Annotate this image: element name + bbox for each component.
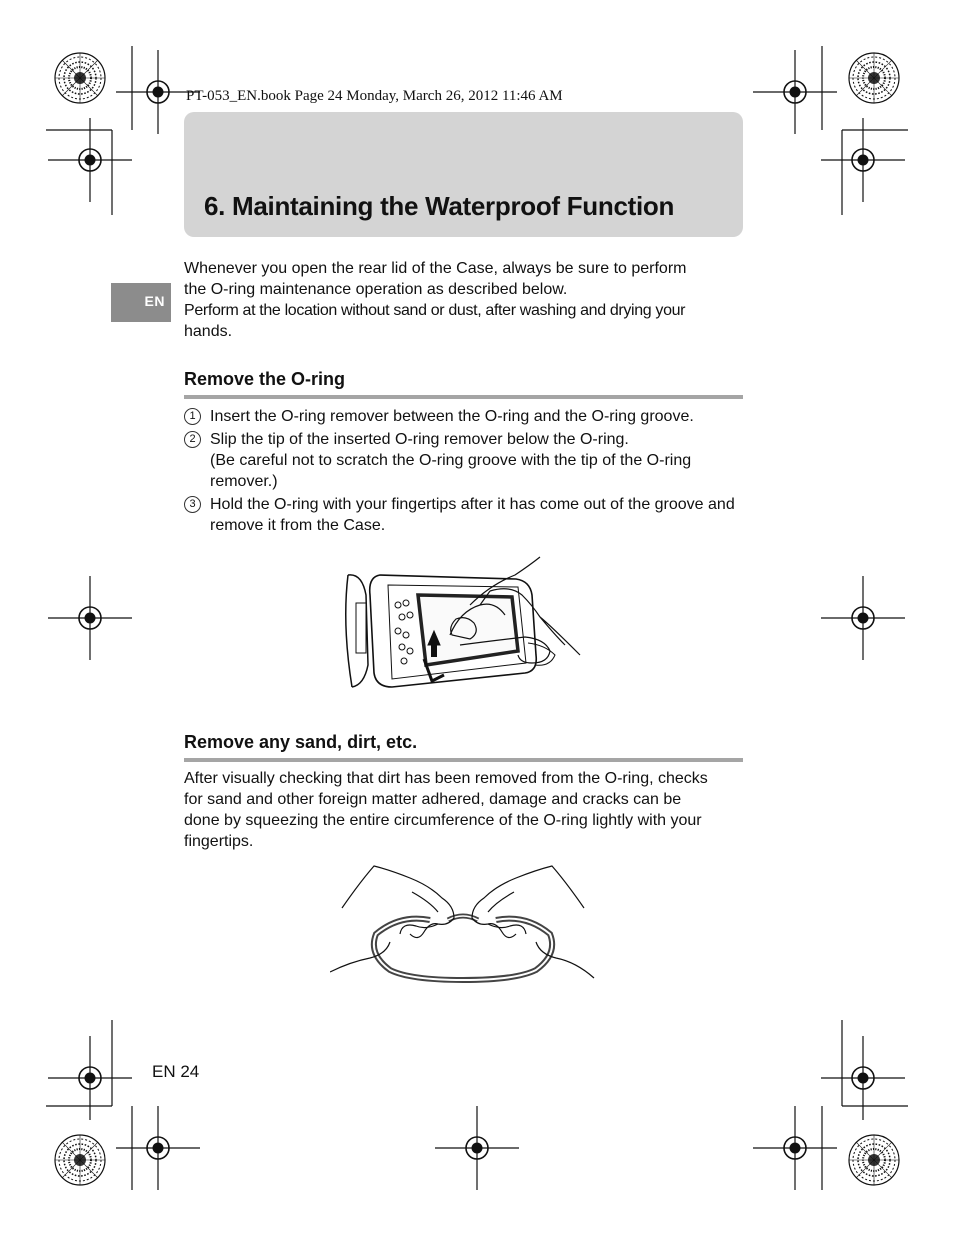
step-text: Insert the O-ring remover between the O-ring and the O-ring groove. (210, 408, 694, 425)
sand-paragraph (184, 768, 749, 852)
registration-mark-icon (435, 1106, 519, 1190)
star-target-icon (55, 1135, 105, 1185)
sand-paragraph-line: for sand and other foreign matter adhered, damage and cracks can be (184, 791, 682, 808)
oring-squeeze-illustration (330, 862, 596, 984)
step-number: 1 (184, 408, 201, 425)
step-number: 3 (184, 496, 201, 513)
sand-paragraph-line: fingertips. (184, 833, 254, 850)
registration-mark-icon (116, 1106, 200, 1190)
registration-mark-icon (821, 118, 905, 202)
intro-paragraph (184, 258, 749, 342)
step-item (184, 494, 749, 536)
star-target-icon (55, 53, 105, 103)
registration-mark-icon (48, 1036, 132, 1120)
step-text: Slip the tip of the inserted O-ring remover below the O-ring. (210, 431, 629, 448)
title-banner (184, 112, 743, 237)
oring-removal-illustration (340, 555, 590, 695)
step-note: (Be careful not to scratch the O-ring groove with the tip of the O-ring remover.) (210, 452, 692, 490)
page-number: EN 24 (152, 1062, 200, 1081)
section-heading-remove-oring: Remove the O-ring (184, 369, 743, 399)
intro-line: Whenever you open the rear lid of the Case, always be sure to perform (184, 260, 687, 277)
sand-paragraph-line: done by squeezing the entire circumference of the O-ring lightly with your (184, 812, 702, 829)
registration-mark-icon (753, 50, 837, 134)
intro-line: Perform at the location without sand or dust, after washing and drying your (184, 302, 686, 319)
language-tab-label: EN (144, 293, 165, 309)
star-target-icon (849, 1135, 899, 1185)
step-item (184, 406, 749, 427)
star-target-icon (849, 53, 899, 103)
registration-mark-icon (48, 118, 132, 202)
section-heading-remove-sand: Remove any sand, dirt, etc. (184, 732, 743, 762)
step-list (184, 406, 749, 538)
page-title: 6. Maintaining the Waterproof Function (204, 191, 675, 221)
book-header: PT-053_EN.book Page 24 Monday, March 26, 2012 11:46 AM (186, 88, 563, 104)
intro-line: hands. (184, 323, 233, 340)
step-number: 2 (184, 431, 201, 448)
intro-line: the O-ring maintenance operation as described below. (184, 281, 568, 298)
step-item (184, 429, 749, 492)
registration-mark-icon (821, 1036, 905, 1120)
step-text: Hold the O-ring with your fingertips after it has come out of the groove and remove it from the Case. (210, 496, 735, 534)
registration-mark-icon (48, 576, 132, 660)
registration-mark-icon (821, 576, 905, 660)
registration-mark-icon (753, 1106, 837, 1190)
language-tab (111, 283, 171, 322)
sand-paragraph-line: After visually checking that dirt has been removed from the O-ring, checks (184, 770, 708, 787)
